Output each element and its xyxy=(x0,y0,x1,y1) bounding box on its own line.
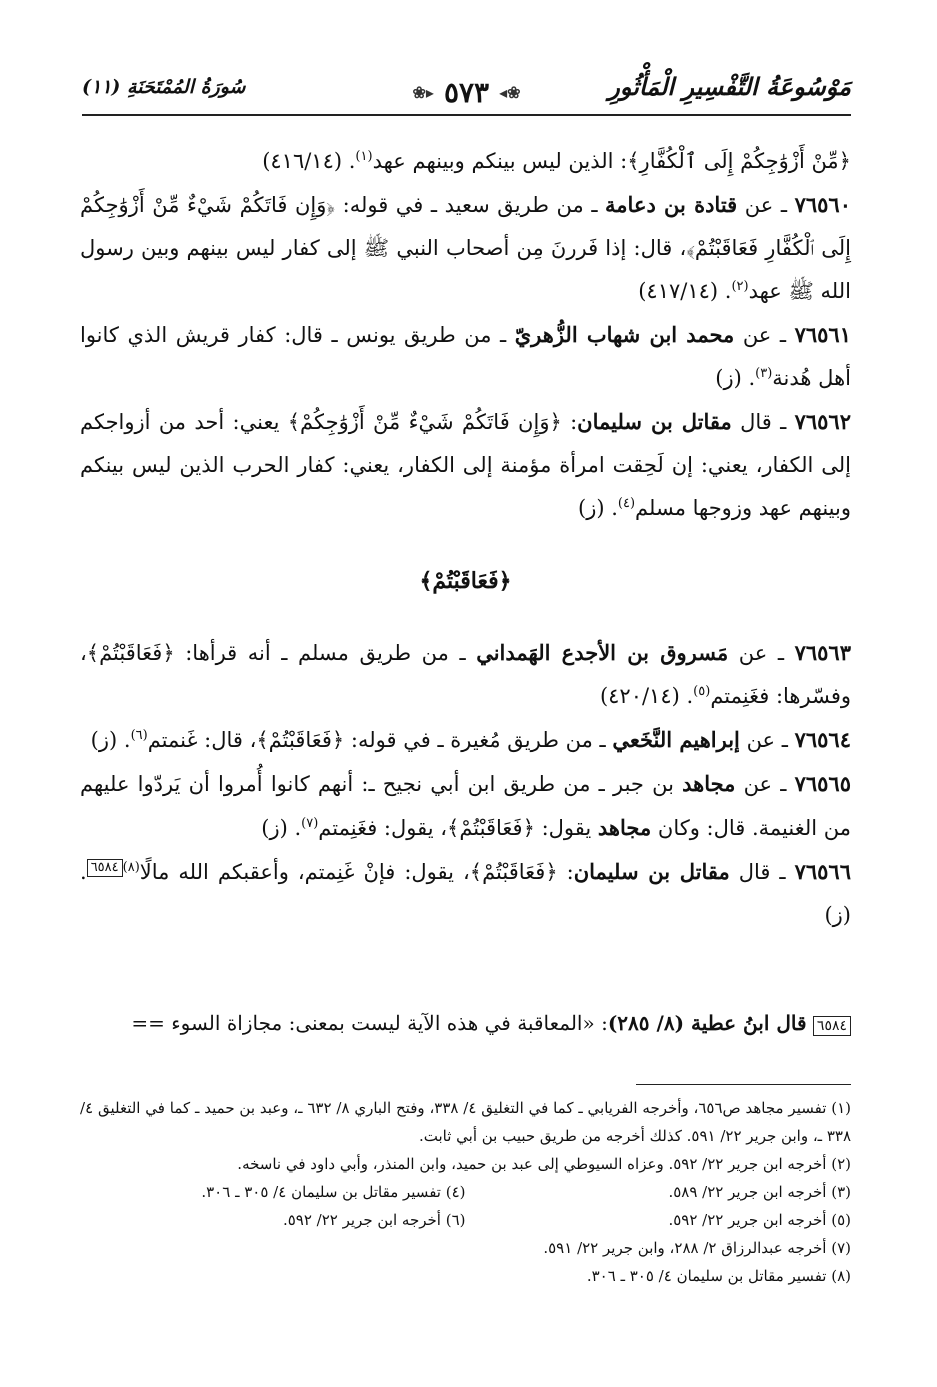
surah-title: سُورَةُ المُمْتَحَنَةِ (١١) xyxy=(82,76,246,98)
paragraph-text: : xyxy=(557,860,574,884)
footnote-marker: (٨) xyxy=(122,860,140,875)
page-number-block xyxy=(413,76,521,109)
footnote-marker: (٦) xyxy=(130,728,148,743)
narration-number: ٧٦٥٦٢ xyxy=(794,409,851,434)
volume-reference: . (ز) xyxy=(578,496,618,520)
paragraph-text: بن جبر ـ من طريق ابن أبي نجيح ـ: أنهم كانوا أُمروا أن يَردّوا عليهم من الغنيمة. قال: وكان xyxy=(80,772,851,840)
ornament-left-icon: ▸❀ xyxy=(412,83,434,102)
narrator-name: مجاهد xyxy=(682,771,736,796)
narration-76561 xyxy=(80,313,851,400)
paragraph-text: ، قال: إذا فَررنَ مِن أصحاب النبي ﷺ إلى كفار ليس بينهم وبين رسول الله ﷺ عهد xyxy=(80,236,851,303)
paragraph-text: ، وفسّرها: فغَنِمتم xyxy=(80,641,851,708)
paragraph-text: ـ عن xyxy=(728,641,795,665)
footnotes xyxy=(80,1094,851,1290)
narration-76562 xyxy=(80,400,851,530)
narration-number: ٧٦٥٦٦ xyxy=(794,859,851,884)
volume-reference: . (٤١٦/١٤) xyxy=(262,149,356,173)
commentary-note-number: ٦٥٨٤ xyxy=(813,1016,851,1036)
volume-reference: . (٤١٧/١٤) xyxy=(638,279,732,303)
page-number: ٥٧٣ xyxy=(443,76,490,109)
footnote-marker: (٥) xyxy=(693,684,711,699)
narration-number: ٧٦٥٦٤ xyxy=(794,727,851,752)
volume-reference: . (ز) xyxy=(261,816,302,840)
main-text xyxy=(80,140,851,937)
commentary-source: (٨/ ٢٨٥) xyxy=(607,1011,691,1035)
footnote-1: (١) تفسير مجاهد ص٦٥٦، وأخرجه الفريابي ـ كما في التغليق ٤/ ٣٣٨، وفتح الباري ٨/ ٦٣٢ ـ، وعبد بن حميد ـ كما في التغليق ٤/ ٣٣٨ ـ، وابن جرير ٢٢/ ٥٩١. كذلك أخرجه من طريق حبيب بن أبي ثابت. xyxy=(80,1099,851,1145)
quran-quote: ﴿فَعَاقَبْتُمْ﴾ xyxy=(256,728,345,752)
narration-number: ٧٦٥٦٠ xyxy=(794,192,851,217)
narration-76563 xyxy=(80,631,851,718)
narrator-name: قتادة بن دعامة xyxy=(605,192,738,217)
quran-quote: ﴿فَعَاقَبْتُمْ﴾ xyxy=(86,641,175,665)
footnote-marker: (٣) xyxy=(755,366,773,381)
footnote-row xyxy=(80,1178,851,1206)
footnote-marker: (٤) xyxy=(617,496,636,511)
volume-reference: . (ز) xyxy=(715,366,756,390)
footnote-marker: (١) xyxy=(355,149,373,164)
paragraph-text: ، يقول: فغَنِمتم xyxy=(318,816,448,840)
narration-number: ٧٦٥٦٥ xyxy=(794,771,851,796)
paragraph-text: ـ من طريق يونس ـ قال: كفار قريش الذي كانوا أهل هُدنة xyxy=(80,323,851,390)
paragraph-text: ـ عن xyxy=(737,193,795,217)
narration-76564 xyxy=(80,718,851,762)
narrator-name: محمد ابن شهاب الزُّهريّ xyxy=(514,322,735,347)
footnote-5: (٥) أخرجه ابن جرير ٢٢/ ٥٩٢. xyxy=(668,1211,851,1229)
footnote-8: (٨) تفسير مقاتل بن سليمان ٤/ ٣٠٥ ـ ٣٠٦. xyxy=(586,1267,851,1285)
commentary-note xyxy=(62,1008,851,1038)
narrator-name: إبراهيم النَّخَعي xyxy=(612,727,740,752)
footnote-6: (٦) أخرجه ابن جرير ٢٢/ ٥٩٢. xyxy=(282,1211,466,1229)
narration-number: ٧٦٥٦٣ xyxy=(794,640,851,665)
footnote-2: (٢) أخرجه ابن جرير ٢٢/ ٥٩٢. وعزاه السيوطي إلى عبد بن حميد، وابن المنذر، وأبي داود في ناسخه. xyxy=(237,1155,851,1173)
narration-76560 xyxy=(80,183,851,313)
footnote-4: (٤) تفسير مقاتل بن سليمان ٤/ ٣٠٥ ـ ٣٠٦. xyxy=(201,1183,466,1201)
header-divider xyxy=(82,114,851,116)
paragraph-text: ، قال: غَنمتم xyxy=(147,728,257,752)
paragraph-continuation xyxy=(80,140,851,183)
paragraph-text: ـ عن xyxy=(739,728,795,752)
paragraph-text: : الذين ليس بينكم وبينهم عهد xyxy=(372,149,628,173)
narration-76566 xyxy=(80,850,851,937)
quran-quote: ﴿فَعَاقَبْتُمْ﴾ xyxy=(447,816,535,840)
paragraph-text: ـ من طريق مُغيرة ـ في قوله: xyxy=(344,728,613,752)
quran-quote: ﴿وَإِن فَاتَكُمْ شَيْءٌ مِّنْ أَزْوَٰجِكُمْ﴾ xyxy=(287,410,562,434)
footnote-divider xyxy=(636,1084,851,1085)
paragraph-text: ـ من طريق مسلم ـ أنه قرأها: xyxy=(174,641,477,665)
paragraph-text: ـ قال xyxy=(731,410,795,434)
commentary-author: قال ابنُ عطية xyxy=(691,1011,807,1035)
paragraph-text: ـ عن xyxy=(735,772,795,796)
footnote-row xyxy=(80,1206,851,1234)
commentary-text: : «المعاقبة في هذه الآية ليست بمعنى: مجازاة السوء == xyxy=(131,1011,608,1035)
paragraph-text: ـ من طريق سعيد ـ في قوله: xyxy=(335,193,606,217)
section-heading: ﴿فَعَاقَبْتُمْ﴾ xyxy=(419,568,512,594)
paragraph-text: : xyxy=(561,410,578,434)
volume-reference: . (٤٢٠/١٤) xyxy=(599,684,694,708)
paragraph-text: ، يقول: فإنْ غَنِمتم، وأعقبكم الله مالًا xyxy=(139,860,470,884)
commentary-note-marker: ٦٥٨٤ xyxy=(87,859,123,877)
narration-number: ٧٦٥٦١ xyxy=(794,322,851,347)
paragraph-text: ـ عن xyxy=(734,323,795,347)
footnote-3: (٣) أخرجه ابن جرير ٢٢/ ٥٨٩. xyxy=(668,1183,851,1201)
narrator-name: مقاتل بن سليمان xyxy=(573,859,730,884)
narrator-name: مَسروق بن الأجدع الهَمداني xyxy=(476,640,729,665)
paragraph-text: يعني: أحد من أزواجكم إلى الكفار، يعني: إن لَحِقت امرأة مؤمنة إلى الكفار، يعني: كفار الحرب الذين ليس بينكم وبينهم عهد وزوجها مسلم xyxy=(80,410,851,520)
quran-quote: ﴿وَإِن فَاتَكُمْ شَيْءٌ مِّنْ أَزْوَٰجِكُمْ إِلَى ٱلْكُفَّارِ فَعَاقَبْتُمْ﴾ xyxy=(80,193,851,260)
footnote-marker: (٢) xyxy=(731,279,749,294)
paragraph-text: يقول: xyxy=(534,816,598,840)
footnote-7: (٧) أخرجه عبدالرزاق ٢/ ٢٨٨، وابن جرير ٢٢/ ٥٩١. xyxy=(543,1239,851,1257)
narrator-name: مقاتل بن سليمان xyxy=(577,409,732,434)
narrator-name: مجاهد xyxy=(597,815,652,840)
paragraph-text: ـ قال xyxy=(729,860,795,884)
volume-reference: . (ز) xyxy=(90,728,131,752)
ornament-right-icon: ❀◂ xyxy=(499,83,521,102)
volume-reference: . (ز) xyxy=(80,860,851,927)
page-header xyxy=(82,66,851,126)
footnote-marker: (٧) xyxy=(301,816,319,831)
narration-76565 xyxy=(80,762,851,850)
book-title: مَوْسُوعَةُ التَّفْسِيرِ الْمَأْثُورِ xyxy=(608,72,851,101)
quran-quote: ﴿فَعَاقَبْتُمْ﴾ xyxy=(469,860,558,884)
quran-quote: ﴿مِّنْ أَزْوَٰجِكُمْ إِلَى ٱلْكُفَّارِ﴾ xyxy=(627,149,851,173)
